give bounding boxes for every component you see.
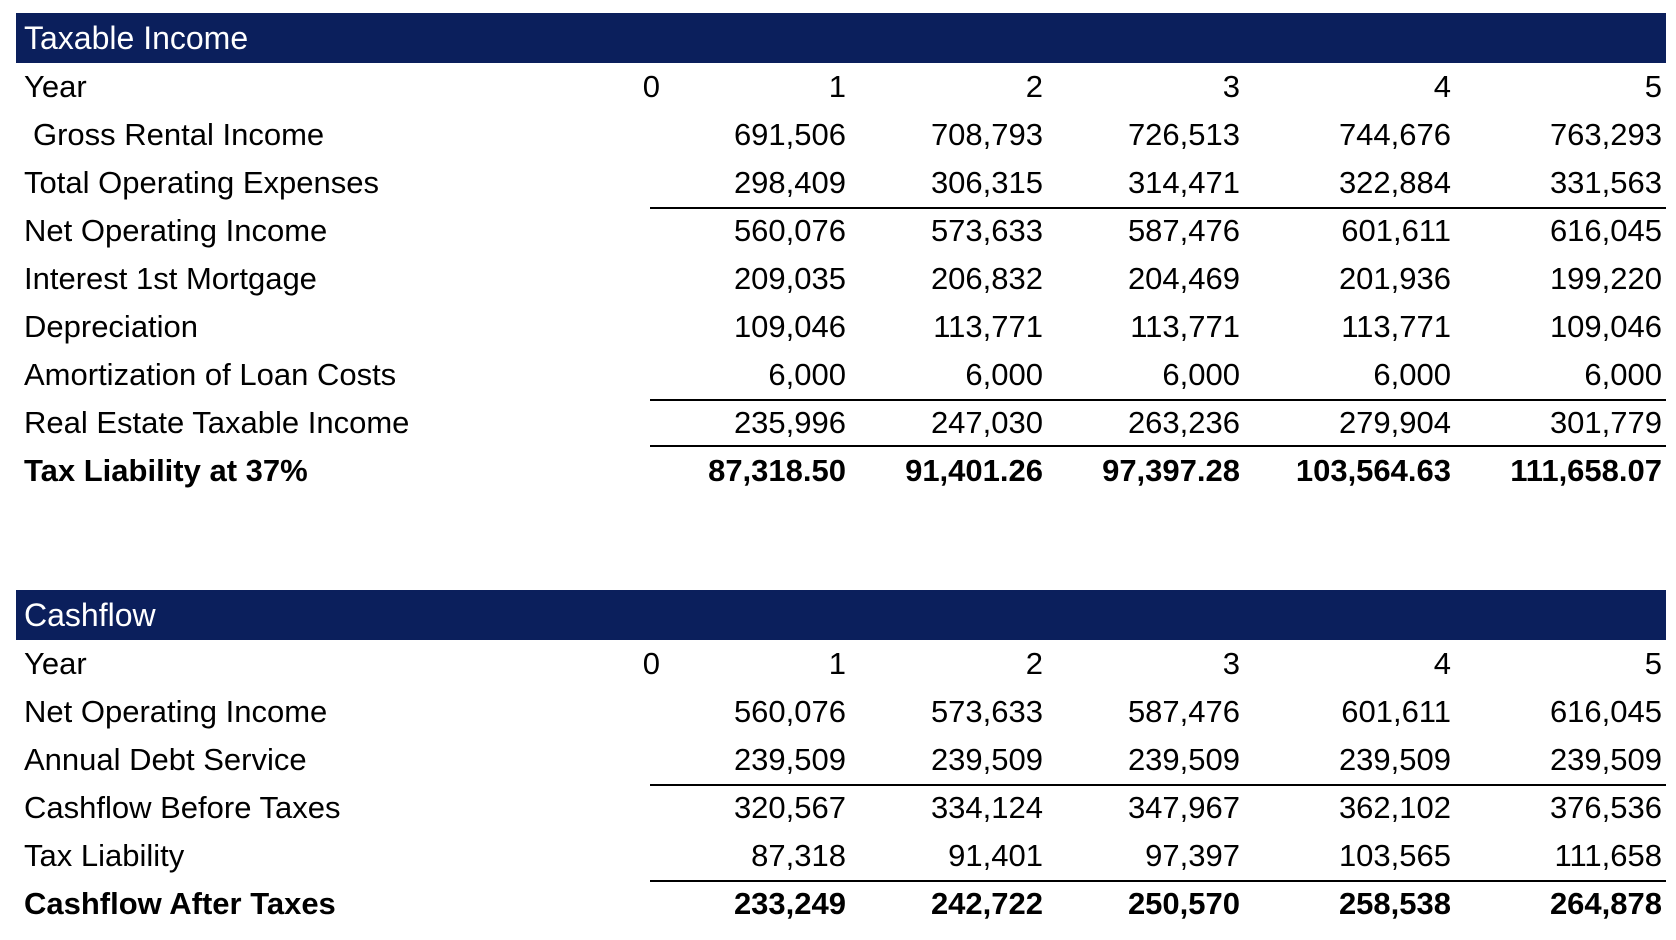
value-year-3: 314,471 [1127,165,1240,200]
value-year-1: 560,076 [733,213,846,248]
cashflow-net-operating-income-row [16,688,1666,736]
row-label: Net Operating Income [24,694,328,729]
value-year-1: 691,506 [733,117,846,152]
year-3: 3 [1222,646,1240,681]
taxable-income-section [16,13,1666,495]
value-year-1: 233,249 [733,886,846,921]
value-year-4: 601,611 [1341,213,1451,248]
value-year-2: 306,315 [930,165,1043,200]
taxable-income-year-row [16,63,1666,111]
amortization-loan-costs-row [16,351,1666,399]
value-year-3: 726,513 [1127,117,1240,152]
row-label: Net Operating Income [24,213,328,248]
net-operating-income-row [16,207,1666,255]
value-year-2: 247,030 [930,405,1043,440]
year-5: 5 [1644,69,1662,104]
row-label: Annual Debt Service [24,742,307,777]
value-year-1: 320,567 [733,790,846,825]
value-year-3: 263,236 [1127,405,1240,440]
value-year-3: 587,476 [1127,694,1240,729]
real-estate-taxable-income-row [16,399,1666,447]
value-year-4: 239,509 [1338,742,1451,777]
row-label: Cashflow After Taxes [24,886,336,921]
value-year-3: 204,469 [1127,261,1240,296]
value-year-4: 258,538 [1338,886,1451,921]
value-year-1: 109,046 [733,309,846,344]
row-label: Interest 1st Mortgage [24,261,317,296]
cashflow-header: Cashflow [16,590,1666,640]
value-year-5: 111,658 [1554,838,1662,873]
value-year-1: 209,035 [733,261,846,296]
total-operating-expenses-row [16,159,1666,207]
year-5: 5 [1644,646,1662,681]
taxable-income-header: Taxable Income [16,13,1666,63]
value-year-4: 103,564.63 [1295,453,1451,488]
value-year-3: 587,476 [1127,213,1240,248]
value-year-1: 560,076 [733,694,846,729]
cashflow-before-taxes-row [16,784,1666,832]
value-year-4: 322,884 [1338,165,1451,200]
value-year-5: 239,509 [1549,742,1662,777]
value-year-5: 301,779 [1549,405,1662,440]
row-label: Amortization of Loan Costs [24,357,397,392]
value-year-2: 206,832 [930,261,1043,296]
value-year-1: 239,509 [733,742,846,777]
value-year-4: 279,904 [1338,405,1451,440]
value-year-4: 601,611 [1341,694,1451,729]
year-label: Year [24,646,87,681]
value-year-1: 87,318 [751,838,846,873]
value-year-1: 298,409 [733,165,846,200]
value-year-4: 362,102 [1338,790,1451,825]
year-4: 4 [1433,69,1451,104]
value-year-3: 239,509 [1127,742,1240,777]
value-year-4: 6,000 [1373,357,1451,392]
row-label: Total Operating Expenses [24,165,379,200]
value-year-5: 616,045 [1549,694,1662,729]
year-1: 1 [828,646,846,681]
annual-debt-service-row [16,736,1666,784]
value-year-1: 235,996 [733,405,846,440]
value-year-4: 113,771 [1341,309,1451,344]
year-4: 4 [1433,646,1451,681]
value-year-2: 242,722 [930,886,1043,921]
interest-mortgage-row [16,255,1666,303]
year-1: 1 [828,69,846,104]
value-year-1: 87,318.50 [708,453,846,488]
year-label: Year [24,69,87,104]
value-year-5: 376,536 [1549,790,1662,825]
value-year-5: 763,293 [1549,117,1662,152]
value-year-3: 113,771 [1130,309,1240,344]
value-year-5: 331,563 [1549,165,1662,200]
value-year-3: 250,570 [1127,886,1240,921]
value-year-3: 347,967 [1127,790,1240,825]
depreciation-row [16,303,1666,351]
tax-liability-row [16,447,1666,495]
cashflow-after-taxes-row [16,880,1666,928]
value-year-3: 6,000 [1162,357,1240,392]
year-0: 0 [642,646,660,681]
value-year-5: 111,658.07 [1510,453,1662,488]
value-year-5: 616,045 [1549,213,1662,248]
value-year-5: 109,046 [1549,309,1662,344]
cashflow-section [16,590,1666,928]
value-year-4: 103,565 [1338,838,1451,873]
value-year-2: 6,000 [965,357,1043,392]
value-year-2: 334,124 [930,790,1043,825]
value-year-2: 113,771 [933,309,1043,344]
year-0: 0 [642,69,660,104]
cashflow-tax-liability-row [16,832,1666,880]
year-3: 3 [1222,69,1240,104]
gross-rental-income-row [16,111,1666,159]
value-year-1: 6,000 [768,357,846,392]
value-year-2: 573,633 [930,694,1043,729]
value-year-2: 91,401 [948,838,1043,873]
value-year-2: 573,633 [930,213,1043,248]
value-year-2: 91,401.26 [905,453,1043,488]
value-year-4: 744,676 [1338,117,1451,152]
cashflow-year-row [16,640,1666,688]
value-year-4: 201,936 [1338,261,1451,296]
value-year-3: 97,397 [1145,838,1240,873]
value-year-2: 708,793 [930,117,1043,152]
row-label: Tax Liability [24,838,185,873]
value-year-5: 264,878 [1549,886,1662,921]
row-label: Cashflow Before Taxes [24,790,341,825]
row-label: Depreciation [24,309,199,344]
value-year-3: 97,397.28 [1102,453,1240,488]
year-2: 2 [1025,646,1043,681]
year-2: 2 [1025,69,1043,104]
row-label: Tax Liability at 37% [24,453,308,488]
row-label: Gross Rental Income [33,117,325,152]
value-year-5: 6,000 [1584,357,1662,392]
value-year-2: 239,509 [930,742,1043,777]
row-label: Real Estate Taxable Income [24,405,410,440]
value-year-5: 199,220 [1549,261,1662,296]
